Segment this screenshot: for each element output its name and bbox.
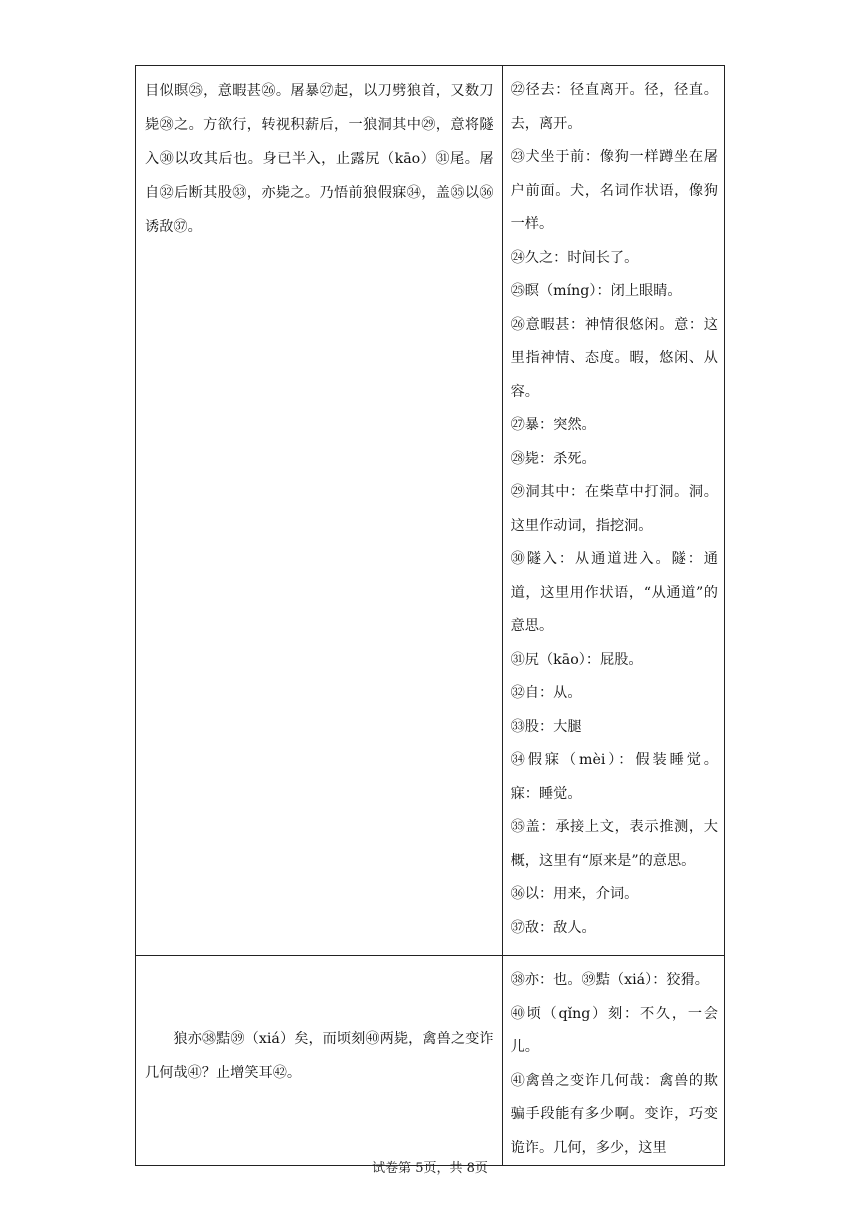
note-item: ㉟盖：承接上文，表示推测，大概，这里有“原来是”的意思。 [510, 819, 718, 869]
note-item: ㉗暴：突然。 [510, 417, 596, 433]
page-footer: 试卷第 5页，共 8页 [372, 1161, 488, 1176]
notes-cell [502, 66, 724, 956]
note-item: ㉖意暇甚：神情很悠闲。意：这里指神情、态度。暇，悠闲、从容。 [510, 316, 718, 400]
passage-cell [136, 66, 503, 956]
passage-text: 狼亦㊳黠㊴（xiá）矣，而顷刻㊵两毙，禽兽之变诈几何哉㊶？止增笑耳㊷。 [145, 1030, 494, 1081]
note-item: ㉝股：大腿 [510, 718, 582, 735]
table-row [136, 66, 725, 956]
note-item: ㊶禽兽之变诈几何哉：禽兽的欺骗手段能有多少啊。变诈，巧变诡诈。几何，多少，这里 [510, 1072, 718, 1156]
note-item: ㊵顷（qǐng）刻：不久，一会儿。 [510, 1005, 718, 1055]
note-item: ㊳亦：也。㊴黠（xiá）：狡猾。 [510, 972, 709, 988]
annotation-table [135, 65, 725, 1166]
notes-cell [502, 956, 724, 1166]
note-item: ㉚隧入：从通道进入。隧：通道，这里用作状语，“从通道”的意思。 [510, 551, 718, 634]
table-row [136, 956, 725, 1166]
note-item: ㊲敌：敌人。 [510, 919, 596, 936]
passage-cell [136, 956, 503, 1166]
note-item: ㉓犬坐于前：像狗一样蹲坐在屠户前面。犬，名词作状语，像狗一样。 [510, 149, 718, 232]
note-item: ㉒径去：径直离开。径，径直。去，离开。 [510, 82, 718, 132]
note-item: ㉜自：从。 [510, 685, 582, 701]
note-item: ㉞假寐（mèi）：假装睡觉。 寐：睡觉。 [510, 752, 718, 802]
note-item: ㉙洞其中：在柴草中打洞。洞。这里作动词，指挖洞。 [510, 484, 718, 534]
note-item: ㉕瞑（míng）：闭上眼睛。 [510, 283, 682, 299]
passage-text: 目似瞑㉕，意暇甚㉖。屠暴㉗起，以刀劈狼首，又数刀毙㉘之。方欲行，转视积薪后，一狼洞其中㉙，意将隧入㉚以攻其后也。身已半入，止露尻（kāo）㉛尾。屠自㉜后断其股㉝，亦毙之。乃悟前狼假寐㉞，盖㉟以㊱诱敌㊲。 [145, 83, 494, 235]
notes-list [503, 66, 724, 945]
note-item: ㉔久之：时间长了。 [510, 249, 639, 266]
note-item: ㉛尻（kāo）：屁股。 [510, 651, 643, 668]
note-item: ㊱以：用来，介词。 [510, 886, 639, 902]
notes-list [503, 956, 724, 1165]
note-item: ㉘毙：杀死。 [510, 450, 596, 467]
